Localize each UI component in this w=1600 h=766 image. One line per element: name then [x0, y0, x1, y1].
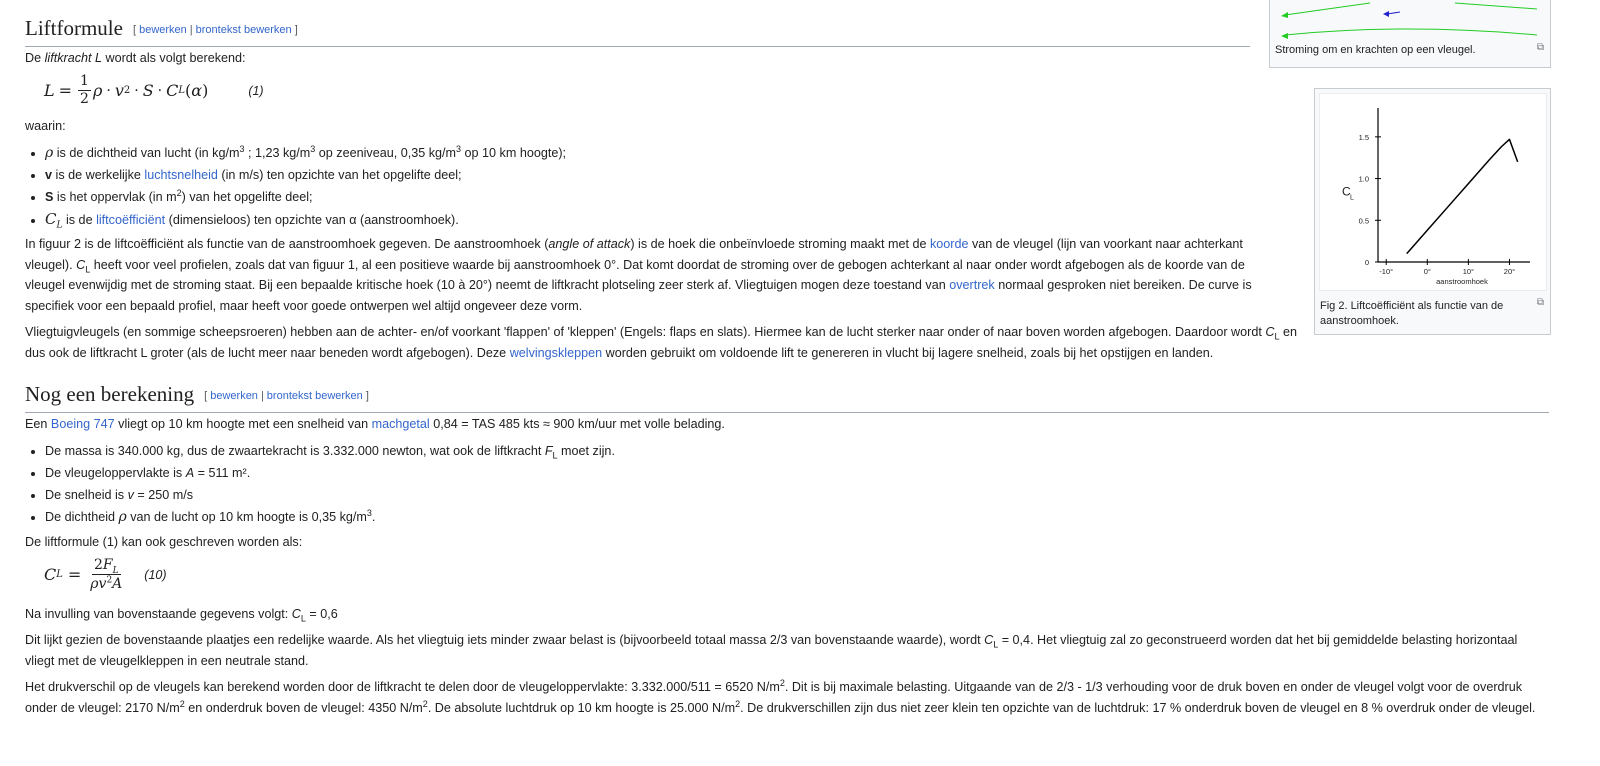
link-welvingskleppen[interactable]: welvingskleppen [509, 345, 603, 360]
y-tick-label: 1.5 [1358, 132, 1369, 142]
x-tick-label: 20° [1503, 267, 1516, 276]
list-item: • De massa is 340.000 kg, dus de zwaartekracht is 3.332.000 newton, wat ook de liftkracht $F_L$ moet zijn. [45, 440, 615, 462]
section-heading-liftformule [25, 15, 1250, 47]
list-item: • $C_L$ is de liftcoëfficiënt (dimensieloos) ten opzichte van α (aanstroomhoek). [45, 208, 566, 231]
section-title: Liftformule [25, 16, 123, 40]
cl-chart [1320, 94, 1546, 290]
list-item: • De vleugeloppervlakte is A = 511 m². [45, 462, 615, 484]
figure-1-caption: Stroming om en krachten op een vleugel. [1275, 44, 1476, 56]
equation-number: (10) [144, 567, 167, 582]
figure-1-thumb [1269, 0, 1551, 68]
equation-1: L = $\frac{1}{2}$ ρ · v 2 · S · C L ( α ) (1) [44, 73, 264, 107]
result-line: Na invulling van bovenstaande gegevens volgt: $C_L = 0,6$ [25, 607, 338, 624]
x-tick-label: -10° [1379, 267, 1394, 276]
list-item: • v is de werkelijke luchtsnelheid (in m/s) ten opzichte van het opgelifte deel; [45, 164, 566, 186]
link-boeing-747[interactable]: Boeing 747 [50, 417, 115, 431]
edit-section-links: [ bewerken | brontekst bewerken ] [132, 24, 298, 36]
enlarge-icon[interactable]: ⧉ [1536, 297, 1544, 308]
variable-list [25, 142, 566, 231]
equation-10: C L = $\frac{2F_L}{\rho v^2A}$ (10) [44, 557, 167, 592]
edit-link[interactable]: bewerken [139, 24, 187, 36]
equation-number: (1) [248, 83, 264, 98]
y-axis-label: C [1342, 184, 1351, 199]
paragraph-drukverschil: Het drukverschil op de vleugels kan berekend worden door de liftkracht te delen door de vleugeloppervlakte: 3.332.000/511 = 6520 $N/m^2$. Dit is bij maximale belasting. Uitgaande van de 2/3 - 1/3 verhouding voor de druk boven en onder de vleugel volgt voor de overdruk onder de vleugel: 2170 $N/m^2$ en onderdruk boven de vleugel: 4350 $N/m^2$. De absolute luchtdruk op 10 km hoogte is 25.000 $N/m^2$. De drukverschillen zijn dus niet zeer klein ten opzichte van de luchtdruk: 17 % onderdruk boven de vleugel en 8 % overdruk onder de vleugel. [25, 677, 1536, 715]
edit-source-link[interactable]: brontekst bewerken [266, 390, 363, 402]
figure-2-caption: Fig 2. Liftcoëfficiënt als functie van de aanstroomhoek. [1320, 300, 1504, 327]
link-koorde[interactable]: koorde [929, 237, 969, 251]
y-tick-label: 1.0 [1358, 174, 1369, 184]
link-liftcoefficient[interactable]: liftcoëfficiënt [96, 213, 166, 227]
y-tick-label: 0 [1364, 258, 1369, 267]
cl-curve [1407, 139, 1518, 253]
list-item: • De dichtheid ρ van de lucht op 10 km hoogte is 0,35 $kg/m^3$. [45, 506, 615, 528]
waarin-label: waarin: [25, 119, 66, 133]
list-item: • ρ is de dichtheid van lucht (in $kg/m^3$ ; 1,23 $kg/m^3$ op zeeniveau, 0,35 $kg/m^3$ op 10 km hoogte); [45, 142, 566, 164]
figure-2-thumb [1314, 88, 1551, 335]
edit-section-links: [ bewerken | brontekst bewerken ] [204, 390, 369, 402]
link-machgetal[interactable]: machgetal [371, 417, 430, 431]
x-tick-label: 10° [1462, 267, 1475, 276]
edit-source-link[interactable]: brontekst bewerken [195, 24, 292, 36]
enlarge-icon[interactable]: ⧉ [1536, 42, 1544, 53]
paragraph-redelijke-waarde: Dit lijkt gezien de bovenstaande plaatjes een redelijke waarde. Als het vliegtuig iets minder zwaar belast is (bijvoorbeeld totaal massa 2/3 van bovenstaande waarde), wordt $C_L = 0,4$. Het vliegtuig zal zo geconstrueerd worden dat het bij gemiddelde belasting horizontaal vliegt met de vleugelkleppen in een neutrale stand. [25, 633, 1518, 668]
section-heading-berekening [25, 381, 1549, 413]
berekening-intro: Een Boeing 747 vliegt op 10 km hoogte met een snelheid van machgetal 0,84 = TAS 485 kts ≈ 900 km/uur met volle belading. [25, 417, 725, 431]
given-values-list [25, 440, 615, 528]
figure-1-image[interactable] [1275, 1, 1545, 41]
x-axis-label: aanstroomhoek [1436, 277, 1488, 286]
y-axis-label-sub: L [1350, 194, 1354, 202]
edit-link[interactable]: bewerken [210, 390, 258, 402]
y-tick-label: 0.5 [1358, 216, 1369, 226]
liftformule-intro: De liftkracht L wordt als volgt berekend: [25, 51, 246, 65]
list-item: • S is het oppervlak (in $m^2$) van het opgelifte deel; [45, 186, 566, 208]
list-item: • De snelheid is v = 250 m/s [45, 484, 615, 506]
x-tick-label: 0° [1423, 267, 1431, 276]
link-overtrek[interactable]: overtrek [949, 278, 995, 292]
figure-2-image[interactable] [1319, 93, 1547, 291]
paragraph-aanstroomhoek: In figuur 2 is de liftcoëfficiënt als functie van de aanstroomhoek gegeven. De aanstroomhoek (angle of attack) is de hoek die onbeïnvloede stroming maakt met de koorde van de vleugel (lijn van voorkant naar achterkant vleugel). $C_L$ heeft voor veel profielen, zoals dat van figuur 1, al een positieve waarde bij aanstroomhoek 0°. Dat komt doordat de stroming over de gebogen achterkant al naar onder wordt afgebogen als de koorde van de vleugel evenwijdig met de stroming staat. Bij een bepaalde kritische hoek (10 à 20°) neemt de liftkracht plotseling zeer sterk af. Vliegtuigen mogen deze toestand van overtrek normaal gesproken niet bereiken. De curve is specifiek voor een bepaald profiel, maar heeft voor goede ontwerpen wel altijd ongeveer deze vorm. [25, 237, 1252, 313]
formula-intro: De liftformule (1) kan ook geschreven worden als: [25, 535, 303, 549]
paragraph-flappen: Vliegtuigvleugels (en sommige scheepsroeren) hebben aan de achter- en/of voorkant 'flappen' of 'kleppen' (Engels: flaps en slats). Hiermee kan de lucht sterker naar onder of naar boven worden afgebogen. Daardoor wordt $C_L$ en dus ook de liftkracht L groter (als de lucht meer naar beneden wordt afgebogen). Deze welvingskleppen worden gebruikt om voldoende lift te genereren in vlucht bij lagere snelheid, zoals bij het opstijgen en landen. [25, 325, 1297, 360]
section-title: Nog een berekening [25, 382, 195, 406]
link-luchtsnelheid[interactable]: luchtsnelheid [144, 168, 218, 182]
